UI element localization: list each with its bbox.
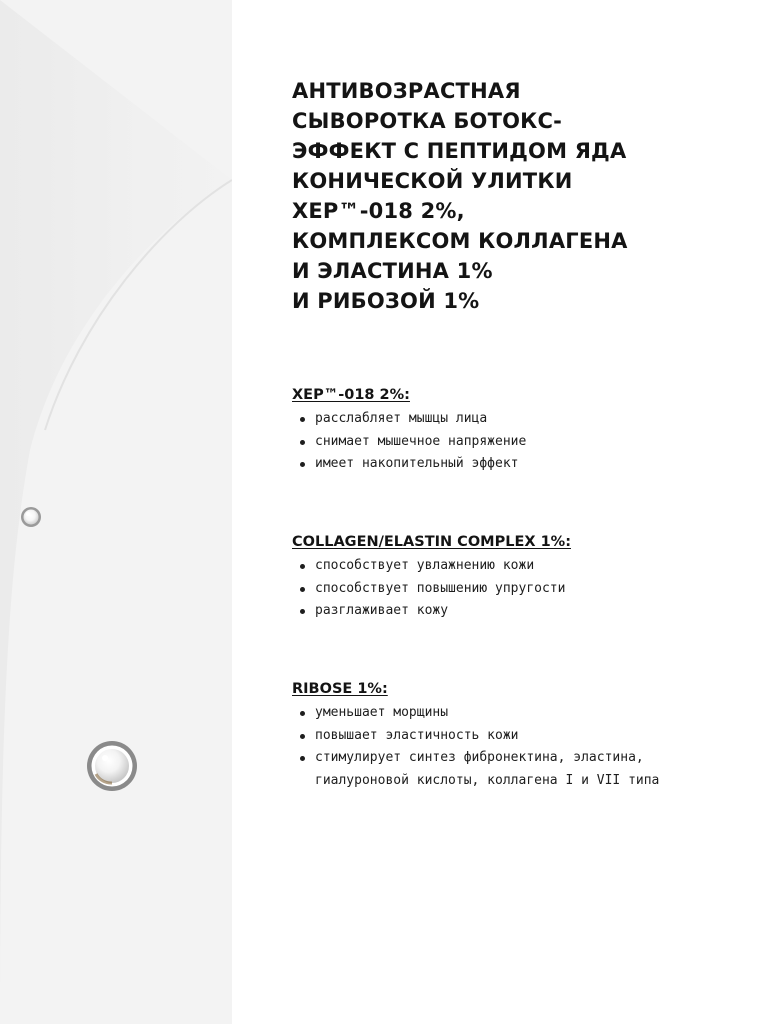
list-item-text: имеет накопительный эффект — [315, 456, 519, 471]
bullet-dot — [300, 734, 305, 739]
list-item — [292, 453, 675, 476]
section-collagen-elastin — [292, 532, 732, 623]
list-item-text: уменьшает морщины — [315, 705, 449, 720]
list-item — [292, 431, 675, 454]
product-photo — [0, 0, 232, 1024]
section-heading: RIBOSE 1%: — [292, 681, 388, 697]
product-title: АНТИВОЗРАСТНАЯ СЫВОРОТКА БОТОКС- ЭФФЕКТ С ПЕПТИДОМ ЯДА КОНИЧЕСКОЙ УЛИТКИ XEP™-018 2%, КОМПЛЕКСОМ КОЛЛАГЕНА И ЭЛАСТИНА 1% И РИБОЗОЙ 1% — [292, 79, 628, 313]
bullet-dot — [300, 756, 305, 761]
bullet-dot — [300, 440, 305, 445]
bullet-dot — [300, 564, 305, 569]
list-item — [292, 725, 675, 748]
content-column — [292, 76, 732, 788]
list-item-text: способствует увлажнению кожи — [315, 558, 535, 573]
bullet-dot — [300, 711, 305, 716]
bullet-dot — [300, 417, 305, 422]
bullet-dot — [300, 609, 305, 614]
list-item-text: разглаживает кожу — [315, 603, 449, 618]
serum-drops-image — [0, 0, 232, 1024]
list-item — [292, 600, 675, 623]
list-item — [292, 747, 675, 792]
list-item — [292, 408, 675, 431]
bullet-list — [292, 702, 732, 792]
list-item-text: снимает мышечное напряжение — [315, 433, 527, 449]
list-item — [292, 578, 675, 601]
bullet-list — [292, 555, 732, 623]
list-item-text: расслабляет мышцы лица — [315, 411, 488, 426]
section-xep — [292, 385, 732, 476]
bullet-dot — [300, 587, 305, 592]
section-heading: COLLAGEN/ELASTIN COMPLEX 1%: — [292, 534, 571, 550]
bullet-list — [292, 408, 732, 476]
bullet-dot — [300, 462, 305, 467]
section-ribose — [292, 679, 732, 792]
small-droplet — [21, 507, 41, 527]
list-item-text: повышает эластичность кожи — [315, 727, 519, 743]
large-droplet — [87, 741, 137, 791]
list-item-text: способствует повышению упругости — [315, 580, 566, 596]
list-item — [292, 702, 675, 725]
list-item — [292, 555, 675, 578]
list-item-text: стимулирует синтез фибронектина, эластина, гиалуроновой кислоты, коллагена I и VII типа — [315, 750, 660, 788]
section-heading: XEP™-018 2%: — [292, 387, 410, 403]
